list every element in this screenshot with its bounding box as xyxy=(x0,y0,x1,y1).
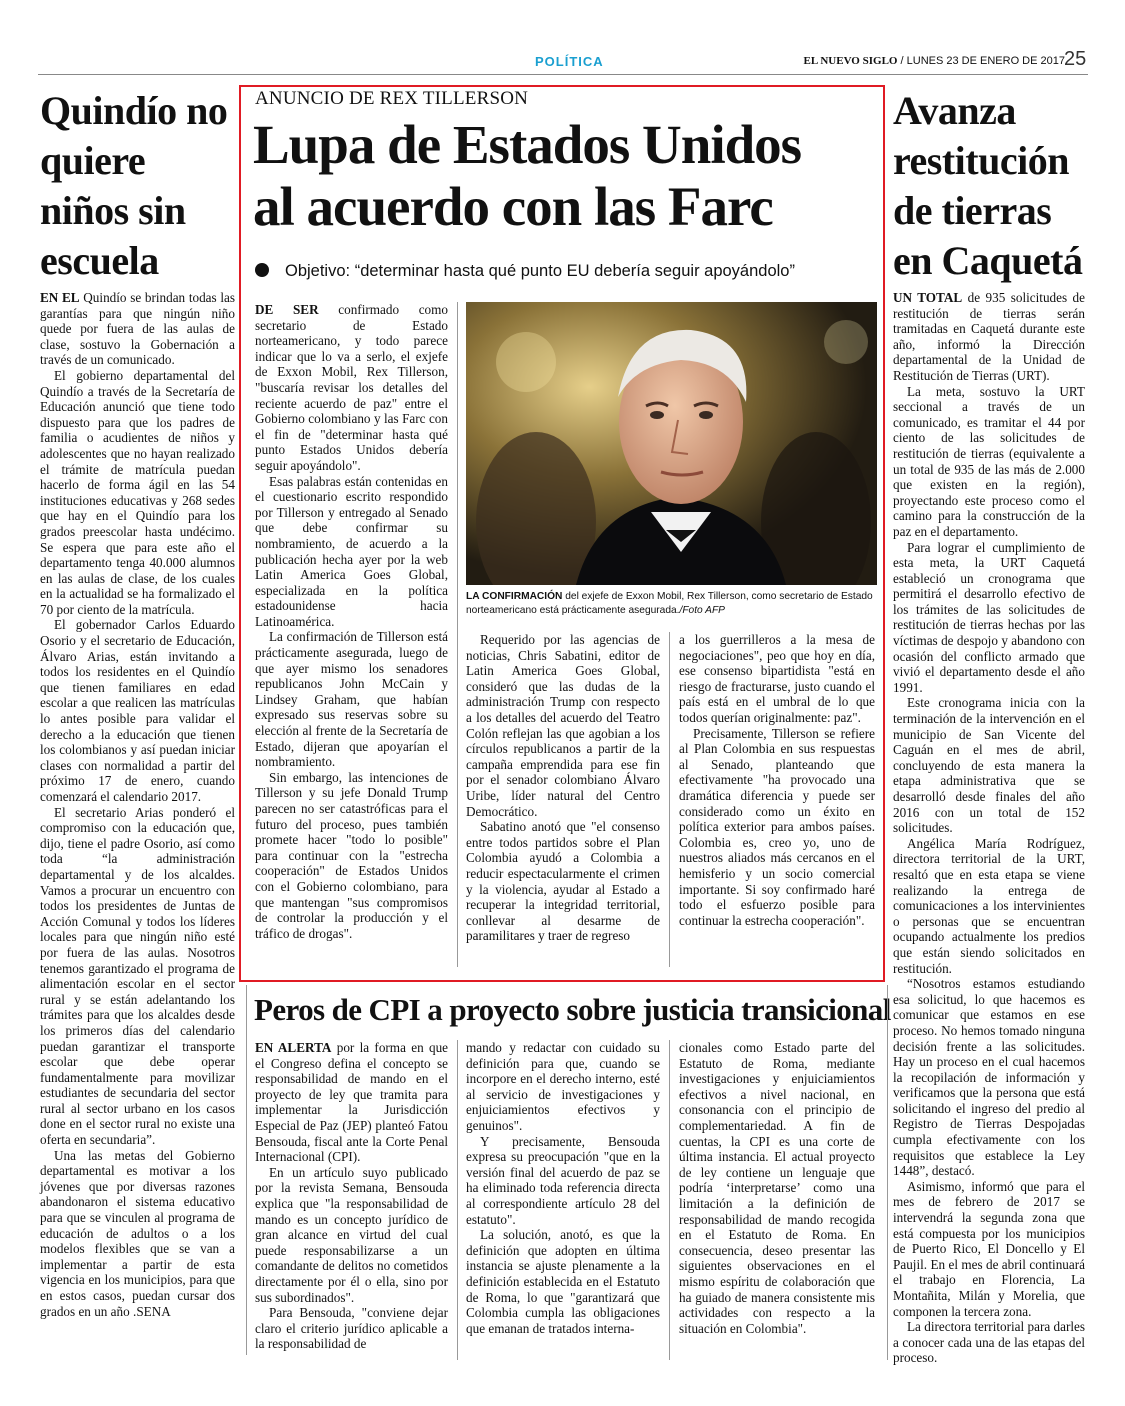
second-col-1: EN ALERTA por la forma en que el Congreso defina el concepto se responsabilidad de mando en el proyecto de ley que tramita para implementar la Jurisdicción Especial de Paz (JEP) planteó Fatou Bensouda, fiscal ante la Corte Penal Internacional (CPI). En un artículo suyo publicado por la revista Semana, Bensouda explica que "la responsabilidad de mando es un concepto jurídico de gran alcance en virtud del cual puede responsabilizarse a un comandante de delitos no cometidos directamente por él o ella, sino por sus subordinados". Para Bensouda, "conviene dejar claro el criterio jurídico aplicable a la responsabilidad de xyxy=(255,1040,449,1352)
left-article xyxy=(40,86,235,286)
page-number: 25 xyxy=(1064,48,1087,70)
second-col-2: mando y redactar con cuidado su definición para que, cuando se incorpore en el derecho interno, esté al servicio de investigaciones y enjuiciamientos efectivos y genuinos". Y precisamente, Bensouda expresa su preocupación "que en la versión final del acuerdo de paz se ha eliminado toda referencia directa al correspondiente artículo 28 del estatuto". La solución, anotó, es que la definición que adopten en última instancia se ajuste plenamente a la definición establecida en el Estatuto de Roma, lo que "garantizará que Colombia cumpla las obligaciones que emanan de tratados interna- xyxy=(466,1040,660,1336)
paper-name: EL NUEVO SIGLO xyxy=(803,55,898,67)
masthead xyxy=(804,55,1065,67)
tillerson-photo xyxy=(466,302,877,585)
second-article-title: Peros de CPI a proyecto sobre justicia transicional xyxy=(254,992,891,1027)
left-paragraph: El gobernador Carlos Eduardo Osorio y el secretario de Educación, Álvaro Arias, están invitando a todos los residentes en el Quindío que tienen familiares en edad escolar a que realicen las matrículas lo antes posible para validar el derecho a la educación que tienen los colombianos y así puedan iniciar clases con normalidad a partir del próximo 17 de enero, cuando comenzará el calendario 2017. xyxy=(40,617,235,804)
main-col-1: DE SER confirmado como secretario de Estado norteamericano, y todo parece indicar que lo va a serlo, el exjefe de Exxon Mobil, Rex Tillerson, "buscaría revisar los detalles del reciente acuerdo de paz" entre el Gobierno colombiano y las Farc con el fin de "determinar hasta qué punto Estados Unidos debería seguir apoyándolo". Esas palabras están contenidas en el cuestionario escrito respondido por Tillerson y entregado al Senado que debe confirmar su nombramiento, de acuerdo a la publicación hecha ayer por la web Latin America Goes Global, especializada en la política estadounidense hacia Latinoamérica. La confirmación de Tillerson está prácticamente asegurada, luego de que ayer mismo los senadores republicanos John McCain y Lindsey Graham, que habían expresado sus reservas sobre su elección al frente de la Secretaría de Estado, dijeran que apoyarían el nombramiento. Sin embargo, las intenciones de Tillerson y su jefe Donald Trump parecen no ser catastróficas para el futuro del proceso, pues también promete hacer "todo lo posible" para continuar con la "estrecha cooperación" de Estados Unidos con el Gobierno colombiano, para que mantengan "sus compromisos de controlar la producción y el tráfico de drogas". xyxy=(255,302,448,941)
right-article xyxy=(893,86,1088,286)
left-article-body xyxy=(40,290,235,1319)
photo-caption: LA CONFIRMACIÓN del exjefe de Exxon Mobil, Rex Tillerson, como secretario de Estado norteamericano está prácticamente asegurada./Foto AFP xyxy=(466,591,873,616)
second-col-3: cionales como Estado parte del Estatuto de Roma, mediante investigaciones y enjuiciamientos efectivos a nivel nacional, en consonancia con el principio de complementariedad. A fin de cuentas, la CPI es una corte de última instancia. El actual proyecto de ley contiene un lenguaje que podría ‘interpretarse’ como una limitación a la definición de responsabilidad de mando recogida en el Estatuto de Roma. En consecuencia, deseo presentar las siguientes observaciones en el mismo espíritu de colaboración que ha guiado de manera consistente mis actividades con respecto a la situación en Colombia". xyxy=(679,1040,875,1336)
column-rule xyxy=(246,985,247,1355)
left-paragraph: El gobierno departamental del Quindío a través de la Secretaría de Educación anunció que tiene todo dispuesto para que los padres de familia o acudientes de niños y adolescentes que no hayan realizado el trámite de matrícula puedan hacerlo de forma ágil en las 54 instituciones educativas y 268 sedes que hay en el Quindío para los grados preescolar hasta undécimo. Se espera que para este año el departamento tenga 40.000 alumnos en las aulas de clase, de los cuales en la actualidad se ha formalizado el 70 por ciento de la matrícula. xyxy=(40,367,235,617)
column-rule xyxy=(457,1040,458,1360)
main-article-title: Lupa de Estados Unidos al acuerdo con las Farc xyxy=(253,114,802,237)
column-rule xyxy=(669,1040,670,1360)
right-article-body: UN TOTAL de 935 solicitudes de restitución de tierras serán tramitadas en Caquetá durante este año, informó la Dirección departamental de la Unidad de Restitución de Tierras (URT). La meta, sostuvo la URT seccional a través de un comunicado, es tramitar el 44 por ciento de las solicitudes de restitución de tierras (equivalente a un total de 935 de las más de 2.000 que existen en la región), proyectando este proceso como el camino para la construcción de la paz en el departamento. Para lograr el cumplimiento de esta meta, la URT Caquetá estableció un cronograma que permitirá el desarrollo efectivo de los trámites de las solicitudes de restitución de tierras hechas por las víctimas de despojo y abandono con ocasión del conflicto armado que vivió el departamento desde el año 1991. Este cronograma inicia con la terminación de la intervención en el municipio de San Vicente del Caguán en el mes de abril, concluyendo de esta manera la etapa administrativa que se desarrolló desde finales del año 2016 con un total de 152 solicitudes. Angélica María Rodríguez, directora territorial de la URT, resaltó que en esta etapa se viene realizando la entrega de comunicaciones a los intervinientes o personas que se encuentran ocupando actualmente los predios que están siendo solicitados en restitución. “Nosotros estamos estudiando esa solicitud, lo que hacemos es comunicar que estamos en ese proceso. No hemos tomado ninguna decisión frente a las solicitudes. Hay un proceso en el cual hacemos la recopilación de información y verificamos que la persona que está solicitando el ingreso del predio al Registro de Tierras Despojadas cumpla efectivamente con los requisitos que establece la Ley 1448”, destacó. Asimismo, informó que para el mes de febrero de 2017 se intervendrá la segunda zona que está compuesta por los municipios de Puerto Rico, El Doncello y El Paujil. En el mes de abril continuará el trabajo en Florencia, La Montañita, Milán y Morelia, que componen la tercera zona. La directora territorial para darles a conocer cada una de las etapas del proceso. xyxy=(893,290,1086,1366)
right-article-title: Avanza restitución de tierras en Caquetá xyxy=(893,88,1083,283)
left-paragraph: EN EL Quindío se brindan todas las garantías para que ningún niño quede por fuera de las aulas de clase, sostuvo la Gobernación a través de un comunicado. xyxy=(40,290,235,368)
right-lead: UN TOTAL xyxy=(893,290,963,305)
issue-date: / LUNES 23 DE ENERO DE 2017 xyxy=(900,55,1065,67)
section-label: POLÍTICA xyxy=(535,54,604,69)
left-article-title: Quindío no quiere niños sin escuela xyxy=(40,88,228,283)
caption-lead: LA CONFIRMACIÓN xyxy=(466,591,563,602)
main-col-2: Requerido por las agencias de noticias, Chris Sabatini, editor de Latin America Goes Global, consideró que las dudas de la administración Trump con respecto a los detalles del acuerdo del Teatro Colón reflejan las que agobian a los círculos republicanos a partir de la campaña emprendida para ese fin por el senador colombiano Álvaro Uribe, líder natural del Centro Democrático. Sabatino anotó que "el consenso entre todos partidos sobre el Plan Colombia ayudó a Colombia a reducir espectacularmente el crimen y la violencia, ayudar al Estado a recuperar la integridad territorial, conllevar al desarme de paramilitares y traer de regreso xyxy=(466,632,660,944)
header-rule xyxy=(38,74,1088,75)
main-col-3: a los guerrilleros a la mesa de negociaciones", peo que hoy en día, ese consenso bipartidista "está en riesgo de fracturarse, justo cuando el país está en el umbral de lo que todos querían originalmente: paz". Precisamente, Tillerson se refiere al Plan Colombia en sus respuestas al Senado, planteando que efectivamente "ha provocado una dramática diferencia y puede ser considerado como un éxito en política exterior para ambos países. Colombia es, creo yo, uno de nuestros aliados más cercanos en el hemisferio y un socio comercial importante. Si soy confirmado haré todo el esfuerzo posible para continuar la estrecha cooperación". xyxy=(679,632,875,928)
bullet-icon xyxy=(255,263,269,277)
column-rule xyxy=(887,985,888,1360)
main-article-kicker: ANUNCIO DE REX TILLERSON xyxy=(255,88,529,109)
left-paragraph: El secretario Arias ponderó el compromiso con la educación que, dijo, tiene el padre Osorio, así como toda “la administración departamental y de los alcaldes. Vamos a procurar un encuentro con todos los presidentes de Juntas de Acción Comunal y todos los líderes locales para que ningún niño esté por fuera de las aulas. Nosotros tenemos garantizado el programa de alimentación escolar en el sector rural y se están adelantando los trámites para que los alcaldes desde los primeros días del calendario puedan garantizar el transporte escolar que debe operar fundamentalmente para movilizar estudiantes de secundaria del sector rural al sector urbano en los casos done en el sector rural no existe una oferta en secundaria”. xyxy=(40,804,235,1148)
main-lead: DE SER xyxy=(255,302,319,317)
main-article-deck: Objetivo: “determinar hasta qué punto EU debería seguir apoyándolo” xyxy=(255,262,795,281)
photo-credit: /Foto AFP xyxy=(679,605,725,616)
left-paragraph: Una las metas del Gobierno departamental es motivar a los jóvenes que por diversas razones abandonaron el sistema educativo para que se vinculen al programa de educación de adultos o a los modelos flexibles que se van a implementar a partir de esta vigencia en los municipios, para que en estos casos, puedan cursar dos grados en un año .SENA xyxy=(40,1147,235,1319)
column-rule xyxy=(457,302,458,967)
second-lead: EN ALERTA xyxy=(255,1040,332,1055)
column-rule xyxy=(669,632,670,967)
portrait-illustration xyxy=(466,302,877,585)
left-lead: EN EL xyxy=(40,290,80,305)
